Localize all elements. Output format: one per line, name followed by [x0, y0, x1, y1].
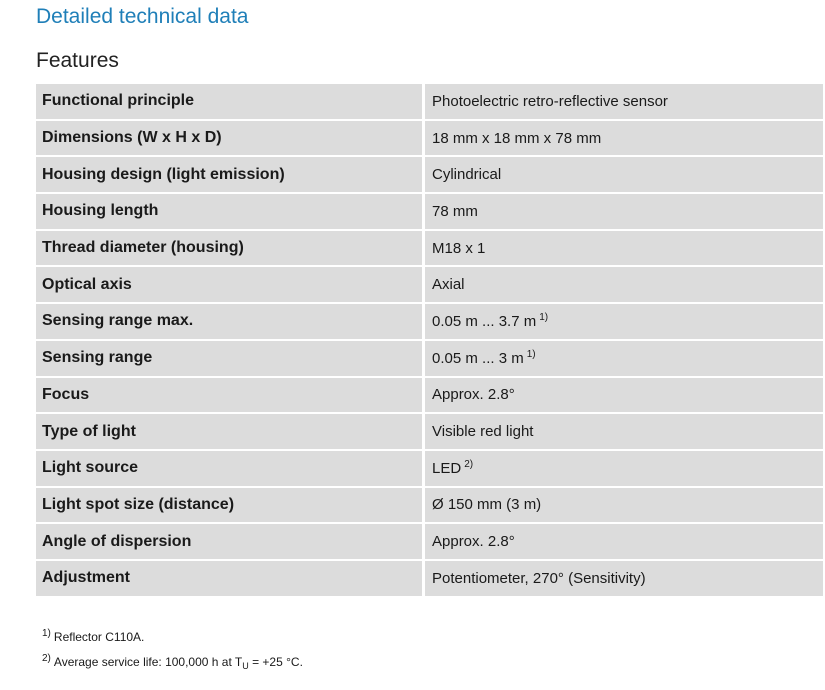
row-label: Focus — [36, 377, 424, 414]
table-row — [36, 84, 823, 120]
row-value — [424, 450, 824, 487]
table-row — [36, 487, 823, 524]
row-value-text: Photoelectric retro-reflective sensor — [432, 92, 668, 110]
table-row — [36, 560, 823, 597]
row-value — [424, 266, 824, 303]
row-value — [424, 413, 824, 450]
row-value — [424, 560, 824, 597]
row-value-text: 0.05 m ... 3.7 m — [432, 312, 537, 330]
features-subheading: Features — [36, 49, 119, 72]
row-footnote-ref: 1) — [539, 311, 549, 323]
row-footnote-ref: 2) — [464, 458, 474, 470]
row-value-text: Visible red light — [432, 423, 534, 441]
footnote-1-text: Reflector C110A. — [53, 630, 145, 644]
row-value-text: M18 x 1 — [432, 239, 486, 257]
row-label: Thread diameter (housing) — [36, 230, 424, 267]
table-row — [36, 266, 823, 303]
row-value — [424, 377, 824, 414]
row-value-text: Approx. 2.8° — [432, 533, 515, 551]
row-value-text: Cylindrical — [432, 166, 502, 184]
row-label: Housing length — [36, 193, 424, 230]
table-row — [36, 523, 823, 560]
table-row — [36, 120, 823, 157]
row-value — [424, 84, 824, 120]
row-label: Functional principle — [36, 84, 424, 120]
row-label: Optical axis — [36, 266, 424, 303]
table-row — [36, 413, 823, 450]
row-label: Adjustment — [36, 560, 424, 597]
footnote-2-subscript: U — [242, 661, 249, 671]
footnotes — [42, 630, 303, 680]
row-label: Sensing range max. — [36, 303, 424, 340]
row-value — [424, 340, 824, 377]
features-table — [36, 84, 823, 598]
row-label: Sensing range — [36, 340, 424, 377]
row-value-text: Axial — [432, 276, 465, 294]
footnote-1 — [42, 630, 303, 655]
row-value-text: Ø 150 mm (3 m) — [432, 496, 542, 514]
row-label: Type of light — [36, 413, 424, 450]
footnote-1-mark: 1) — [42, 628, 51, 639]
row-value-text: 0.05 m ... 3 m — [432, 349, 524, 367]
row-label: Light spot size (distance) — [36, 487, 424, 524]
footnote-2 — [42, 655, 303, 680]
section-heading: Detailed technical data — [36, 5, 249, 28]
row-value — [424, 487, 824, 524]
row-value — [424, 230, 824, 267]
table-row — [36, 450, 823, 487]
row-value-text: LED — [432, 459, 462, 477]
row-value — [424, 193, 824, 230]
row-value-text: 78 mm — [432, 202, 478, 220]
row-label: Dimensions (W x H x D) — [36, 120, 424, 157]
table-row — [36, 230, 823, 267]
row-label: Angle of dispersion — [36, 523, 424, 560]
table-row — [36, 303, 823, 340]
row-value — [424, 120, 824, 157]
row-value-text: Potentiometer, 270° (Sensitivity) — [432, 569, 646, 587]
row-value-text: Approx. 2.8° — [432, 386, 515, 404]
footnote-2-text: Average service life: 100,000 h at T — [53, 655, 243, 669]
row-value — [424, 303, 824, 340]
footnote-2-text-after: = +25 °C. — [248, 655, 303, 669]
row-value-text: 18 mm x 18 mm x 78 mm — [432, 129, 602, 147]
table-row — [36, 377, 823, 414]
table-row — [36, 156, 823, 193]
footnote-2-mark: 2) — [42, 653, 51, 664]
row-label: Housing design (light emission) — [36, 156, 424, 193]
table-row — [36, 193, 823, 230]
row-value — [424, 156, 824, 193]
row-label: Light source — [36, 450, 424, 487]
row-footnote-ref: 1) — [526, 348, 536, 360]
row-value — [424, 523, 824, 560]
table-row — [36, 340, 823, 377]
